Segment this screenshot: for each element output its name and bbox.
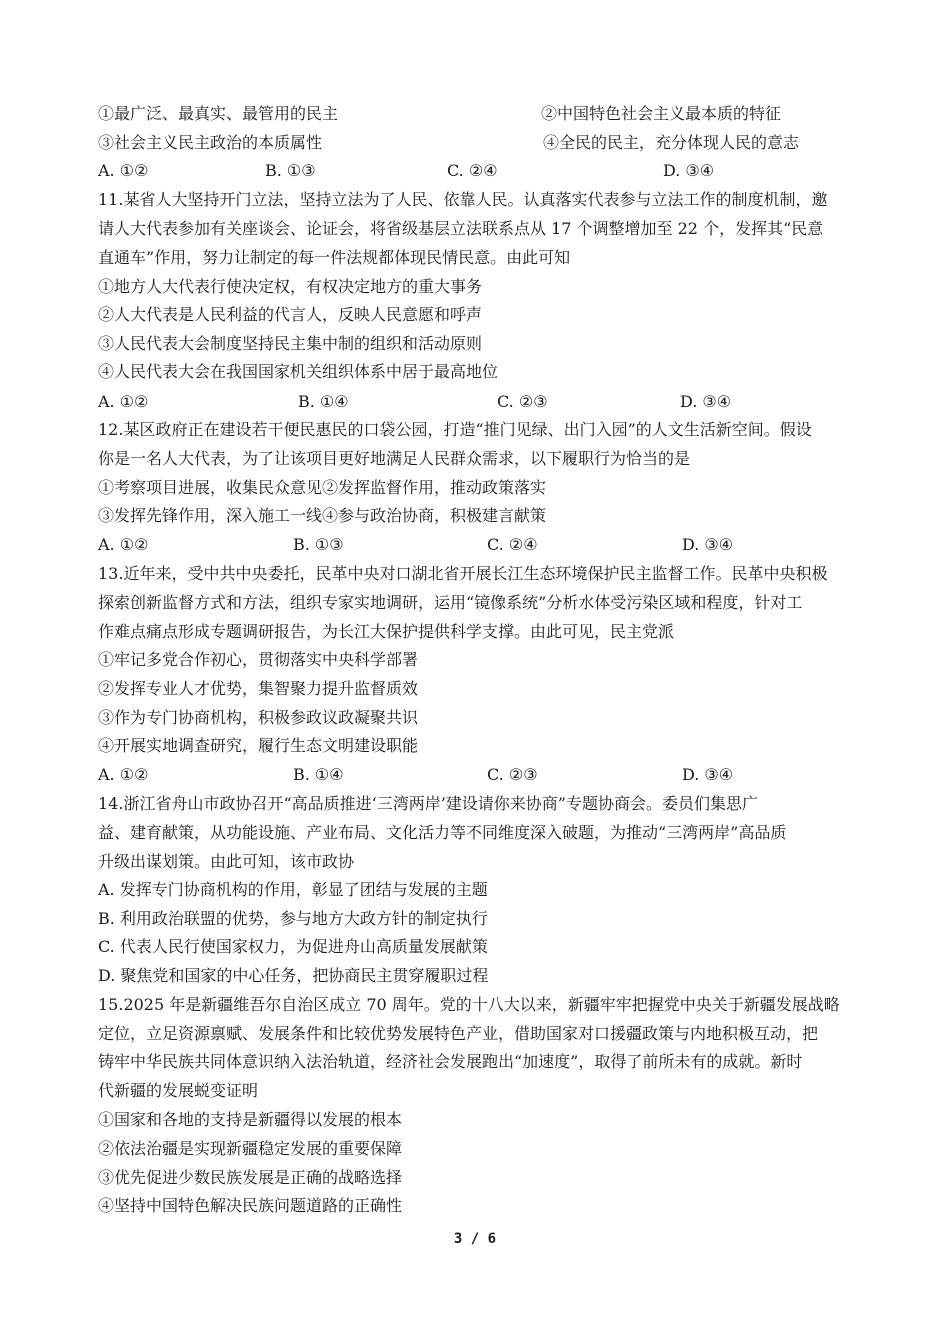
q13-option-d: D. ③④ — [682, 765, 734, 784]
q12-item-4: ④参与政治协商，积极建言献策 — [322, 506, 547, 525]
q12-option-a: A. ①② — [98, 535, 149, 554]
q11-stem-line: 11.某省人大坚持开门立法，坚持立法为了人民、依靠人民。认真落实代表参与立法工作的制度机制，邀 — [98, 190, 828, 209]
q10-option-d: D. ③④ — [663, 161, 715, 180]
q15-item-3: ③优先促进少数民族发展是正确的战略选择 — [98, 1168, 403, 1187]
q12-stem-line: 12.某区政府正在建设若干便民惠民的口袋公园，打造“推门见绿、出门入园”的人文生活新空间。假设 — [98, 420, 812, 439]
q11-stem-line: 直通车”作用，努力让制定的每一件法规都体现民情民意。由此可知 — [98, 248, 571, 267]
q12-option-c: C. ②④ — [487, 535, 538, 554]
q13-stem-line: 13.近年来，受中共中央委托，民革中央对口湖北省开展长江生态环境保护民主监督工作。民革中央积极 — [98, 564, 828, 583]
q13-stem-line: 作难点痛点形成专题调研报告，为长江大保护提供科学支撑。由此可见，民主党派 — [98, 622, 675, 641]
q12-stem-line: 你是一名人大代表，为了让该项目更好地满足人民群众需求，以下履职行为恰当的是 — [98, 449, 691, 468]
q15-stem-line: 定位，立足资源禀赋、发展条件和比较优势发展特色产业，借助国家对口援疆政策与内地积极互动，把 — [98, 1024, 819, 1043]
q10-option-c: C. ②④ — [447, 161, 498, 180]
q10-option-b: B. ①③ — [265, 161, 316, 180]
q10-option-a: A. ①② — [98, 161, 149, 180]
q13-option-b: B. ①④ — [293, 765, 344, 784]
q11-option-d: D. ③④ — [680, 392, 732, 411]
q13-stem-line: 探索创新监督方式和方法，组织专家实地调研，运用“镜像系统”分析水体受污染区域和程度，针对工 — [98, 593, 803, 612]
q11-item-2: ②人大代表是人民利益的代言人，反映人民意愿和呼声 — [98, 305, 483, 324]
q15-stem-line: 铸牢中华民族共同体意识纳入法治轨道，经济社会发展跑出“加速度”，取得了前所未有的成就。新时 — [98, 1052, 803, 1071]
q14-option-a: A. 发挥专门协商机构的作用，彰显了团结与发展的主题 — [98, 880, 488, 899]
q13-item-3: ③作为专门协商机构，积极参政议政凝聚共识 — [98, 708, 419, 727]
q10-item-4: ④全民的民主，充分体现人民的意志 — [543, 133, 800, 152]
q12-option-b: B. ①③ — [293, 535, 344, 554]
q10-item-3: ③社会主义民主政治的本质属性 — [98, 133, 323, 152]
q11-option-a: A. ①② — [98, 392, 149, 411]
q11-item-4: ④人民代表大会在我国国家机关组织体系中居于最高地位 — [98, 362, 499, 381]
q11-stem-line: 请人大代表参加有关座谈会、论证会，将省级基层立法联系点从 17 个调整增加至 22 个，发挥其“民意 — [98, 219, 824, 238]
q14-stem-line: 益、建育献策，从功能设施、产业布局、文化活力等不同维度深入破题，为推动“三湾两岸”高品质 — [98, 823, 787, 842]
q10-item-1: ①最广泛、最真实、最管用的民主 — [98, 104, 339, 123]
q10-item-2: ②中国特色社会主义最本质的特征 — [541, 104, 782, 123]
q13-option-c: C. ②③ — [487, 765, 538, 784]
q14-option-b: B. 利用政治联盟的优势，参与地方大政方针的制定执行 — [98, 909, 488, 928]
q13-item-4: ④开展实地调查研究，履行生态文明建设职能 — [98, 736, 419, 755]
q15-stem-line: 15.2025 年是新疆维吾尔自治区成立 70 周年。党的十八大以来，新疆牢牢把握党中央关于新疆发展战略 — [98, 995, 840, 1014]
q11-item-1: ①地方人大代表行使决定权，有权决定地方的重大事务 — [98, 277, 483, 296]
q11-option-c: C. ②③ — [497, 392, 548, 411]
q13-option-a: A. ①② — [98, 765, 149, 784]
q12-item-1: ①考察项目进展，收集民众意见 — [98, 478, 323, 497]
q13-item-1: ①牢记多党合作初心，贯彻落实中央科学部署 — [98, 650, 419, 669]
q12-item-2: ②发挥监督作用，推动政策落实 — [322, 478, 547, 497]
q15-item-2: ②依法治疆是实现新疆稳定发展的重要保障 — [98, 1139, 403, 1158]
q14-stem-line: 升级出谋划策。由此可知，该市政协 — [98, 852, 355, 871]
q13-item-2: ②发挥专业人才优势，集智聚力提升监督质效 — [98, 679, 419, 698]
q11-item-3: ③人民代表大会制度坚持民主集中制的组织和活动原则 — [98, 334, 483, 353]
q14-option-d: D. 聚焦党和国家的中心任务，把协商民主贯穿履职过程 — [98, 966, 489, 985]
q15-stem-line: 代新疆的发展蜕变证明 — [98, 1081, 259, 1100]
page-number: 3 / 6 — [453, 1231, 497, 1247]
q15-item-1: ①国家和各地的支持是新疆得以发展的根本 — [98, 1110, 403, 1129]
q14-option-c: C. 代表人民行使国家权力，为促进舟山高质量发展献策 — [98, 937, 488, 956]
q12-item-3: ③发挥先锋作用，深入施工一线 — [98, 506, 323, 525]
q11-option-b: B. ①④ — [298, 392, 349, 411]
q12-option-d: D. ③④ — [682, 535, 734, 554]
q15-item-4: ④坚持中国特色解决民族问题道路的正确性 — [98, 1196, 403, 1215]
q14-stem-line: 14.浙江省舟山市政协召开“高品质推进‘三湾两岸’建设请你来协商”专题协商会。委员们集思广 — [98, 794, 758, 813]
